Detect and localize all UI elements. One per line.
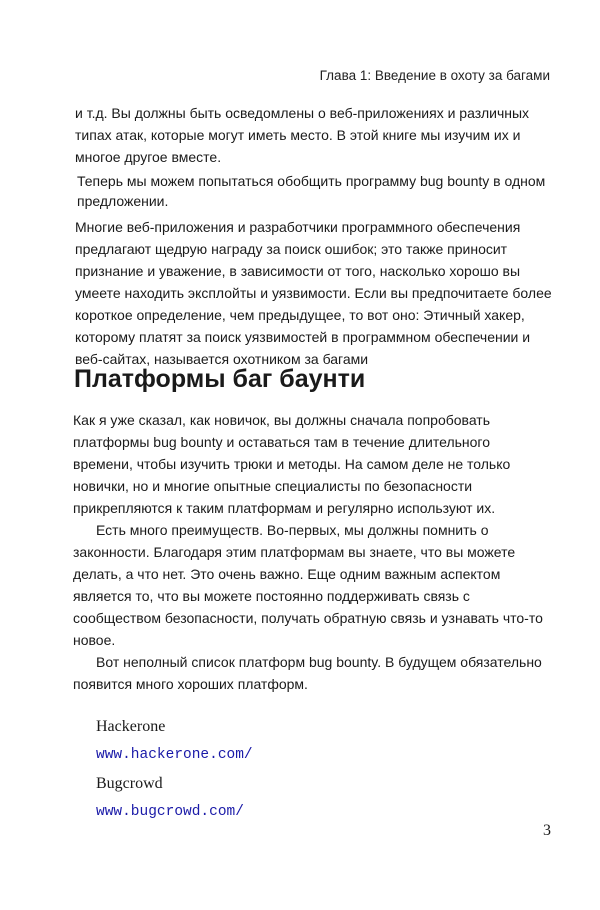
body-paragraph: Теперь мы можем попытаться обобщить программу bug bounty в одном предложении. [77,173,546,209]
body-paragraph: Как я уже сказал, как новичок, вы должны сначала попробовать платформы bug bounty и оставаться там в течение длительного времени, чтобы изучить трюки и методы. На самом деле не только новички, но и многие опытные специалисты по безопасности прикрепляются к таким платформам и регулярно используют их. [73,412,511,516]
running-header: Глава 1: Введение в охоту за багами [319,68,550,83]
body-paragraph: Многие веб-приложения и разработчики программного обеспечения предлагают щедрую награду за поиск ошибок; это также приносит признание и уважение, в зависимости от того, насколько хорошо вы умеете находить эксплойты и уязвимости. Если вы предпочитаете более короткое определение, чем предыдущее, то вот оно: Этичный хакер, которому платят за поиск уязвимостей в программном обеспечении и веб-сайтах, называется охотником за багами [75,219,552,367]
platform-link-hackerone[interactable]: www.hackerone.com/ [96,747,253,763]
body-paragraph: и т.д. Вы должны быть осведомлены о веб-приложениях и различных типах атак, которые могут иметь место. В этой книге мы изучим их и многое другое вместе. [75,105,530,165]
platform-name-hackerone: Hackerone [96,718,166,735]
page-number: 3 [543,822,551,839]
section-heading: Платформы баг баунти [74,365,366,393]
body-paragraph: Есть много преимуществ. Во-первых, мы должны помнить о законности. Благодаря этим платформам вы знаете, что вы можете делать, а что нет. Это очень важно. Еще одним важным аспектом является то, что вы можете постоянно поддерживать связь с сообществом безопасности, получать обратную связь и узнавать что-то новое. [73,522,543,648]
platform-name-bugcrowd: Bugcrowd [96,775,163,792]
platform-link-bugcrowd[interactable]: www.bugcrowd.com/ [96,804,244,820]
body-paragraph: Вот неполный список платформ bug bounty. В будущем обязательно появится много хороших платформ. [73,654,542,692]
